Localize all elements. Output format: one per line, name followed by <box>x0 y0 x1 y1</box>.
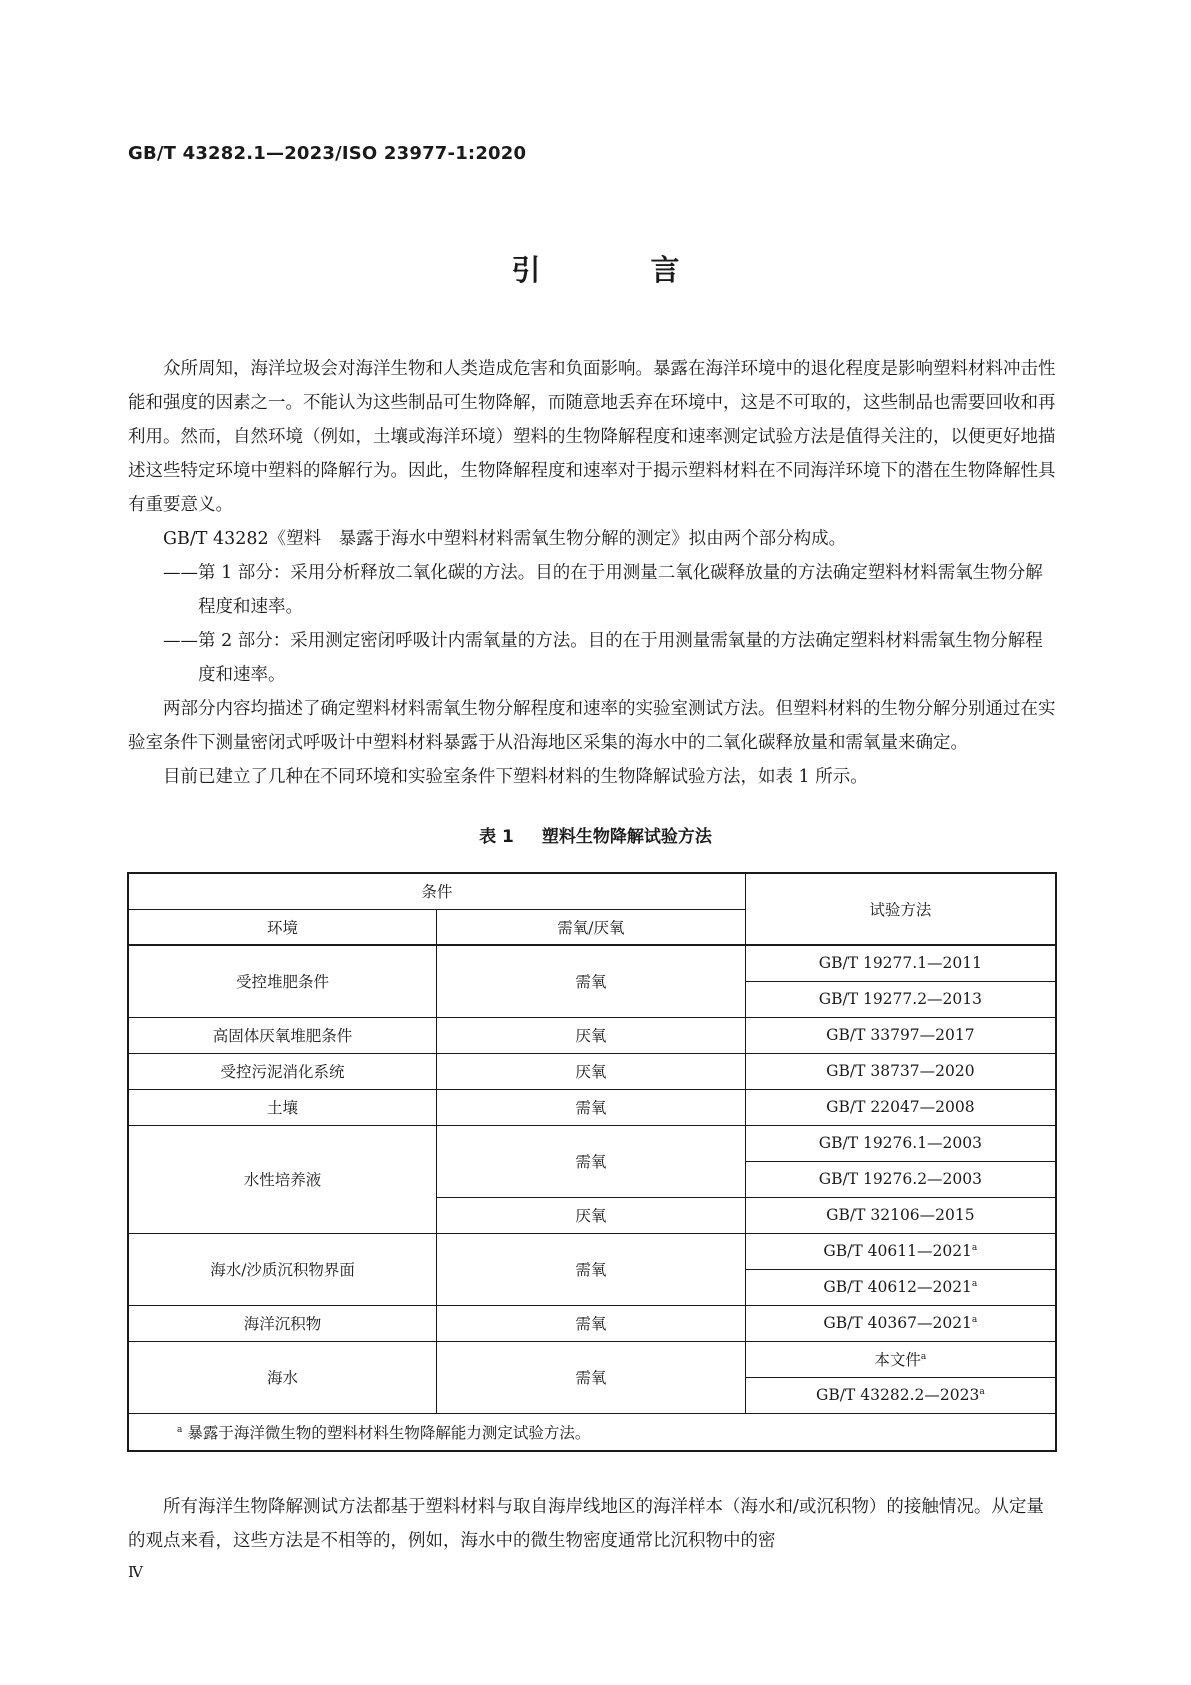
footnote-marker: a <box>971 1243 978 1253</box>
table-row <box>128 945 1056 981</box>
paragraph-4: 目前已建立了几种在不同环境和实验室条件下塑料材料的生物降解试验方法，如表 1 所示。 <box>163 767 868 787</box>
cell-env: 水性培养液 <box>128 1125 437 1233</box>
page-title: 引 言 <box>511 253 730 287</box>
cell-method: GB/T 19276.2—2003 <box>745 1161 1056 1197</box>
cell-oxy: 需氧 <box>437 1233 746 1305</box>
document-header: GB/T 43282.1—2023/ISO 23977-1:2020 <box>128 143 527 164</box>
cell-oxy: 需氧 <box>437 1125 746 1197</box>
cell-env: 海水/沙质沉积物界面 <box>128 1233 437 1305</box>
table-row <box>128 1233 1056 1269</box>
method-code: GB/T 40367—2021 <box>823 1314 972 1332</box>
cell-oxy: 厌氧 <box>437 1197 746 1233</box>
header-method: 试验方法 <box>745 873 1056 945</box>
footnote-marker: a <box>920 1352 927 1362</box>
cell-env: 高固体厌氧堆肥条件 <box>128 1017 437 1053</box>
list-item-part-1: ——第 1 部分：采用分析释放二氧化碳的方法。目的在于用测量二氧化碳释放量的方法确定塑料材料需氧生物分解程度和速率。 <box>163 563 1043 617</box>
cell-method: GB/T 32106—2015 <box>745 1197 1056 1233</box>
cell-method <box>745 1305 1056 1341</box>
table-row <box>128 1341 1056 1377</box>
cell-oxy: 需氧 <box>437 1341 746 1413</box>
header-oxygen: 需氧/厌氧 <box>437 909 746 945</box>
cell-method: GB/T 33797—2017 <box>745 1017 1056 1053</box>
closing-body <box>128 1490 1056 1558</box>
table-row <box>128 1053 1056 1089</box>
cell-oxy: 厌氧 <box>437 1053 746 1089</box>
paragraph-3: 两部分内容均描述了确定塑料材料需氧生物分解程度和速率的实验室测试方法。但塑料材料的生物分解分别通过在实验室条件下测量密闭式呼吸计中塑料材料暴露于从沿海地区采集的海水中的二氧化碳释放量和需氧量来确定。 <box>128 699 1056 753</box>
table-row <box>128 1125 1056 1161</box>
table-row <box>128 1017 1056 1053</box>
cell-method: GB/T 22047—2008 <box>745 1089 1056 1125</box>
table-row <box>128 1089 1056 1125</box>
header-environment: 环境 <box>128 909 437 945</box>
cell-method: GB/T 19276.1—2003 <box>745 1125 1056 1161</box>
cell-method <box>745 1377 1056 1413</box>
cell-method: GB/T 19277.2—2013 <box>745 981 1056 1017</box>
cell-env: 土壤 <box>128 1089 437 1125</box>
cell-env: 海水 <box>128 1341 437 1413</box>
paragraph-5: 所有海洋生物降解测试方法都基于塑料材料与取自海岸线地区的海洋样本（海水和/或沉积物）的接触情况。从定量的观点来看，这些方法是不相等的，例如，海水中的微生物密度通常比沉积物中的密 <box>128 1497 1044 1551</box>
footnote-marker: a <box>979 1387 985 1397</box>
header-conditions: 条件 <box>128 873 745 909</box>
table-caption <box>0 822 1191 847</box>
table-caption-text: 塑料生物降解试验方法 <box>541 827 712 847</box>
footnote-marker: a <box>971 1315 978 1325</box>
cell-env: 受控污泥消化系统 <box>128 1053 437 1089</box>
cell-oxy: 厌氧 <box>437 1017 746 1053</box>
method-code: 本文件 <box>874 1351 921 1369</box>
paragraph-2: GB/T 43282《塑料 暴露于海水中塑料材料需氧生物分解的测定》拟由两个部分构成。 <box>163 529 847 549</box>
cell-method <box>745 1269 1056 1305</box>
cell-method <box>745 1341 1056 1377</box>
page-number: Ⅳ <box>128 1563 143 1581</box>
introduction-body <box>128 352 1056 794</box>
cell-env: 海洋沉积物 <box>128 1305 437 1341</box>
method-code: GB/T 43282.2—2023 <box>816 1386 980 1404</box>
cell-method: GB/T 38737—2020 <box>745 1053 1056 1089</box>
cell-oxy: 需氧 <box>437 945 746 1017</box>
paragraph-1: 众所周知，海洋垃圾会对海洋生物和人类造成危害和负面影响。暴露在海洋环境中的退化程度是影响塑料材料冲击性能和强度的因素之一。不能认为这些制品可生物降解，而随意地丢弃在环境中，这是不可取的，这些制品也需要回收和再利用。然而，自然环境（例如，土壤或海洋环境）塑料的生物降解程度和速率测定试验方法是值得关注的，以便更好地描述这些特定环境中塑料的降解行为。因此，生物降解程度和速率对于揭示塑料材料在不同海洋环境下的潜在生物降解性具有重要意义。 <box>128 359 1056 515</box>
footnote-marker: a <box>177 1424 183 1435</box>
footnote-marker: a <box>971 1279 978 1289</box>
table-header-row <box>128 873 1056 909</box>
table-footnote-row <box>128 1413 1056 1451</box>
table-footnote <box>128 1413 1056 1451</box>
table-caption-number: 表 1 <box>479 827 514 847</box>
table-row <box>128 1305 1056 1341</box>
cell-method <box>745 1233 1056 1269</box>
method-code: GB/T 40611—2021 <box>823 1242 972 1260</box>
footnote-text: 暴露于海洋微生物的塑料材料生物降解能力测定试验方法。 <box>187 1423 591 1442</box>
cell-env: 受控堆肥条件 <box>128 945 437 1017</box>
method-code: GB/T 40612—2021 <box>823 1278 972 1296</box>
cell-method: GB/T 19277.1—2011 <box>745 945 1056 981</box>
list-item-part-2: ——第 2 部分：采用测定密闭呼吸计内需氧量的方法。目的在于用测量需氧量的方法确定塑料材料需氧生物分解程度和速率。 <box>163 631 1043 685</box>
biodegradation-methods-table <box>127 872 1057 1452</box>
cell-oxy: 需氧 <box>437 1305 746 1341</box>
cell-oxy: 需氧 <box>437 1089 746 1125</box>
